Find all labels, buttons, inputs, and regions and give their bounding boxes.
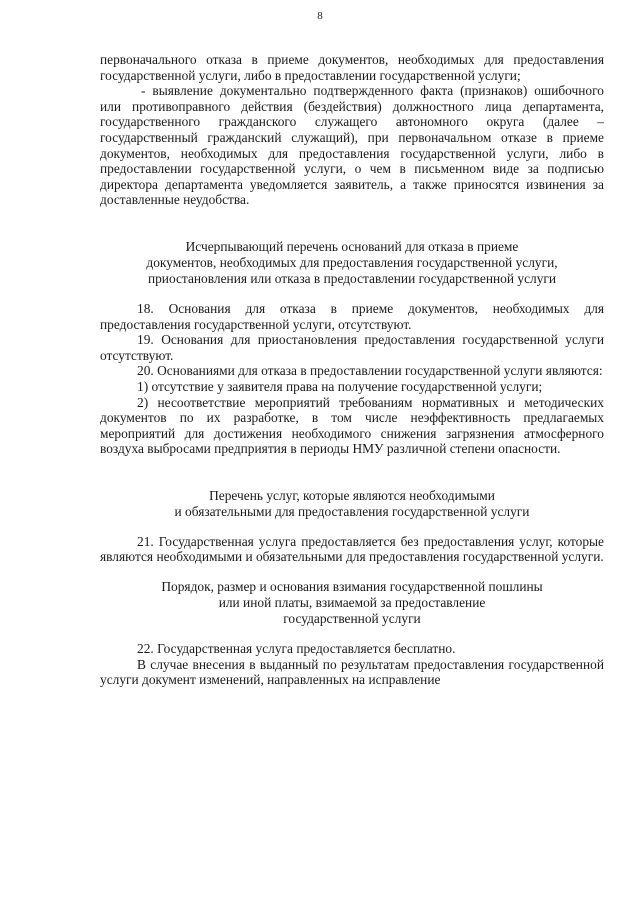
paragraph-violation-detection: - выявление документально подтвержденного факта (признаков) ошибочного или противоправного действия (бездействия) должностного лица департамента, государственного гражданского служащего автономного округа (далее – государственный гражданский служащий), при первоначальном отказе в приеме документов, необходимых для предоставления государственной услуги, либо в предоставлении государственной услуги, о чем в письменном виде за подписью директора департамента уведомляется заявитель, а также приносятся извинения за доставленные неудобства. bbox=[100, 83, 604, 208]
paragraph-20-item-2: 2) несоответствие мероприятий требованиям нормативных и методических документов по их разработке, в том числе неэффективность предлагаемых мероприятий для достижения необходимого снижения загрязнения атмосферного воздуха выбросами предприятия в периоды НМУ различной степени опасности. bbox=[100, 394, 604, 457]
heading-required-services bbox=[100, 488, 604, 520]
paragraph-21: 21. Государственная услуга предоставляется без предоставления услуг, которые являются необходимыми и обязательными для предоставления государственной услуги. bbox=[100, 533, 604, 565]
paragraph-22-continuation: В случае внесения в выданный по результатам предоставления государственной услуги документ изменений, направленных на исправление bbox=[100, 656, 604, 688]
page-number: 8 bbox=[317, 10, 323, 22]
heading-line: Перечень услуг, которые являются необходимыми bbox=[209, 487, 495, 503]
heading-line: или иной платы, взимаемой за предоставление bbox=[218, 595, 486, 611]
heading-line: государственной услуги bbox=[283, 611, 421, 627]
heading-state-fee bbox=[100, 579, 604, 627]
heading-line: Порядок, размер и основания взимания государственной пошлины bbox=[161, 579, 543, 595]
paragraph-20-item-1: 1) отсутствие у заявителя права на получение государственной услуги; bbox=[137, 378, 543, 394]
heading-line: документов, необходимых для предоставления государственной услуги, bbox=[146, 254, 558, 270]
paragraph-22: 22. Государственная услуга предоставляется бесплатно. bbox=[137, 641, 456, 657]
heading-line: и обязательными для предоставления государственной услуги bbox=[174, 503, 530, 519]
heading-line: приостановления или отказа в предоставлении государственной услуги bbox=[147, 270, 557, 286]
paragraph-19: 19. Основания для приостановления предоставления государственной услуги отсутствуют. bbox=[100, 332, 604, 363]
heading-refusal-grounds bbox=[100, 239, 604, 287]
paragraph-20: 20. Основаниями для отказа в предоставлении государственной услуги являются: bbox=[137, 363, 603, 379]
paragraph-refusal-continuation: первоначального отказа в приеме документов, необходимых для предоставления государственной услуги, либо в предоставлении государственной услуги; bbox=[100, 52, 604, 83]
paragraph-18: 18. Основания для отказа в приеме документов, необходимых для предоставления государственной услуги, отсутствуют. bbox=[100, 300, 604, 332]
document-body bbox=[100, 52, 604, 688]
heading-line: Исчерпывающий перечень оснований для отказа в приеме bbox=[185, 238, 519, 254]
